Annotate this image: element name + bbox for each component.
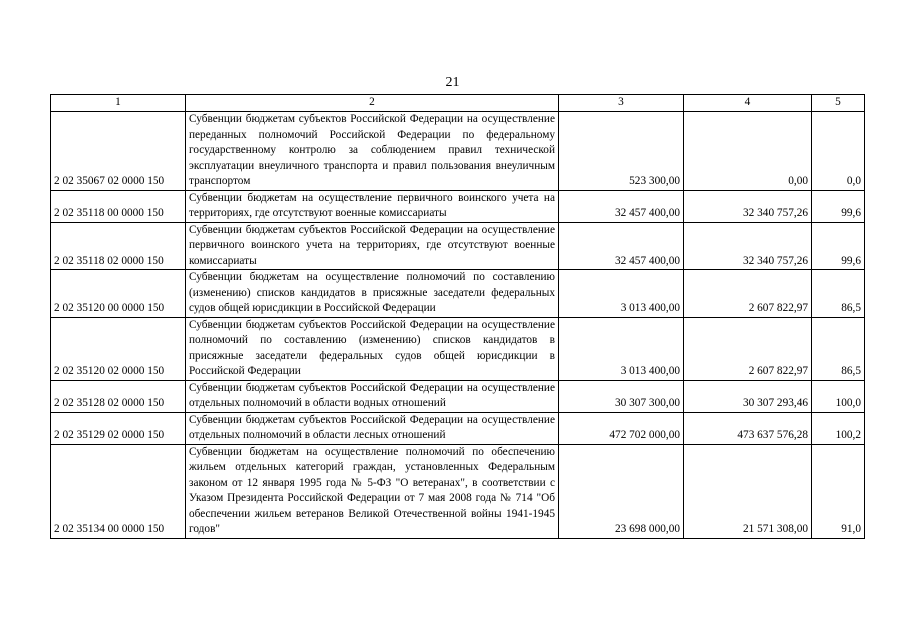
income-name: Субвенции бюджетам на осуществление полномочий по составлению (изменению) списков кандидатов в присяжные заседатели федеральных судов общей юрисдикции в Российской Федерации <box>186 270 559 318</box>
fact-amount: 30 307 293,46 <box>684 380 812 412</box>
income-code: 2 02 35134 00 0000 150 <box>51 444 186 538</box>
income-code: 2 02 35118 02 0000 150 <box>51 222 186 270</box>
plan-amount: 30 307 300,00 <box>559 380 684 412</box>
plan-amount: 3 013 400,00 <box>559 317 684 380</box>
fact-amount: 0,00 <box>684 112 812 191</box>
page-number: 21 <box>445 75 460 90</box>
income-code: 2 02 35120 00 0000 150 <box>51 270 186 318</box>
column-header-2: 2 <box>186 95 559 112</box>
table-row <box>51 190 865 222</box>
fact-amount: 473 637 576,28 <box>684 412 812 444</box>
header-row <box>51 95 865 112</box>
execution-percent: 100,0 <box>812 380 865 412</box>
execution-percent: 91,0 <box>812 444 865 538</box>
fact-amount: 32 340 757,26 <box>684 190 812 222</box>
fact-amount: 32 340 757,26 <box>684 222 812 270</box>
column-header-3: 3 <box>559 95 684 112</box>
budget-table <box>50 94 865 539</box>
fact-amount: 2 607 822,97 <box>684 317 812 380</box>
plan-amount: 23 698 000,00 <box>559 444 684 538</box>
plan-amount: 32 457 400,00 <box>559 222 684 270</box>
table-row <box>51 444 865 538</box>
plan-amount: 472 702 000,00 <box>559 412 684 444</box>
income-code: 2 02 35129 02 0000 150 <box>51 412 186 444</box>
fact-amount: 2 607 822,97 <box>684 270 812 318</box>
plan-amount: 3 013 400,00 <box>559 270 684 318</box>
income-code: 2 02 35067 02 0000 150 <box>51 112 186 191</box>
income-code: 2 02 35128 02 0000 150 <box>51 380 186 412</box>
income-name: Субвенции бюджетам субъектов Российской Федерации на осуществление первичного воинского учета на территориях, где отсутствуют военные комиссариаты <box>186 222 559 270</box>
column-header-4: 4 <box>684 95 812 112</box>
income-name: Субвенции бюджетам на осуществление первичного воинского учета на территориях, где отсутствуют военные комиссариаты <box>186 190 559 222</box>
income-name: Субвенции бюджетам на осуществление полномочий по обеспечению жильем отдельных категорий граждан, установленных Федеральным законом от 12 января 1995 года № 5-ФЗ "О ветеранах", в соответствии с Указом Президента Российской Федерации от 7 мая 2008 года № 714 "Об обеспечении жильем ветеранов Великой Отечественной войны 1941-1945 годов" <box>186 444 559 538</box>
income-name: Субвенции бюджетам субъектов Российской Федерации на осуществление отдельных полномочий в области лесных отношений <box>186 412 559 444</box>
income-name: Субвенции бюджетам субъектов Российской Федерации на осуществление отдельных полномочий в области водных отношений <box>186 380 559 412</box>
income-code: 2 02 35118 00 0000 150 <box>51 190 186 222</box>
execution-percent: 86,5 <box>812 270 865 318</box>
income-code: 2 02 35120 02 0000 150 <box>51 317 186 380</box>
execution-percent: 99,6 <box>812 222 865 270</box>
column-header-1: 1 <box>51 95 186 112</box>
income-name: Субвенции бюджетам субъектов Российской Федерации на осуществление переданных полномочий Российской Федерации по федеральному государственному контролю за соблюдением правил технической эксплуатации внеуличного транспорта и правил пользования внеуличным транспортом <box>186 112 559 191</box>
fact-amount: 21 571 308,00 <box>684 444 812 538</box>
table-row <box>51 112 865 191</box>
table-row <box>51 317 865 380</box>
execution-percent: 86,5 <box>812 317 865 380</box>
plan-amount: 32 457 400,00 <box>559 190 684 222</box>
execution-percent: 100,2 <box>812 412 865 444</box>
table-row <box>51 380 865 412</box>
table-row <box>51 412 865 444</box>
column-header-5: 5 <box>812 95 865 112</box>
execution-percent: 0,0 <box>812 112 865 191</box>
income-name: Субвенции бюджетам субъектов Российской Федерации на осуществление полномочий по составлению (изменению) списков кандидатов в присяжные заседатели федеральных судов общей юрисдикции в Российской Федерации <box>186 317 559 380</box>
execution-percent: 99,6 <box>812 190 865 222</box>
table-row <box>51 222 865 270</box>
plan-amount: 523 300,00 <box>559 112 684 191</box>
table-row <box>51 270 865 318</box>
